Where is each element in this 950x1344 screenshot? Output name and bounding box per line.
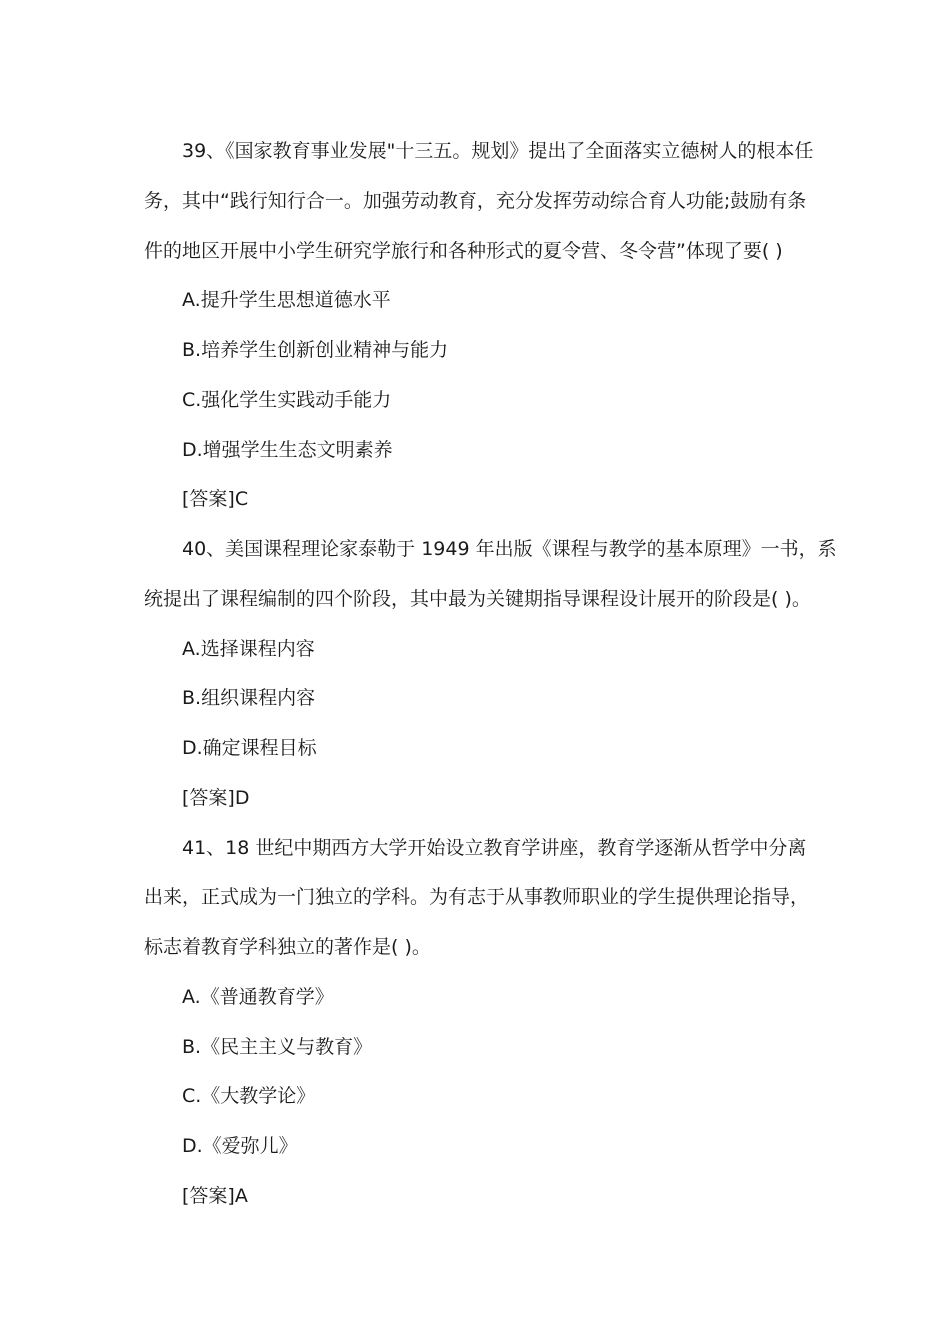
question-40-option-b: B.组织课程内容 [182,687,316,709]
question-39-option-b: B.培养学生创新创业精神与能力 [182,339,449,361]
question-39-stem-line-3: 件的地区开展中小学生研究学旅行和各种形式的夏令营、冬令营”体现了要( ) [144,240,783,262]
question-41-option-a: A.《普通教育学》 [182,986,334,1008]
question-41-option-c: C.《大教学论》 [182,1085,316,1107]
question-41-option-d: D.《爱弥儿》 [182,1135,298,1157]
question-40-stem-line-2: 统提出了课程编制的四个阶段，其中最为关键期指导课程设计展开的阶段是( )。 [144,588,811,610]
question-40-option-a: A.选择课程内容 [182,638,315,660]
question-39-option-a: A.提升学生思想道德水平 [182,289,391,311]
question-41-stem-line-1: 41、18 世纪中期西方大学开始设立教育学讲座，教育学逐渐从哲学中分离 [182,837,807,859]
question-40-option-d: D.确定课程目标 [182,737,317,759]
question-39-stem-line-1: 39、《国家教育事业发展"十三五。规划》提出了全面落实立德树人的根本任 [182,140,814,162]
question-39-stem-line-2: 务，其中“践行知行合一。加强劳动教育，充分发挥劳动综合育人功能;鼓励有条 [144,190,807,212]
question-39-option-c: C.强化学生实践动手能力 [182,389,392,411]
question-41-answer: [答案]A [182,1185,248,1207]
question-39-option-d: D.增强学生生态文明素养 [182,439,393,461]
question-40-stem-line-1: 40、美国课程理论家泰勒于 1949 年出版《课程与教学的基本原理》一书，系 [182,538,837,560]
question-41-stem-line-3: 标志着教育学科独立的著作是( )。 [144,936,431,958]
question-41-stem-line-2: 出来，正式成为一门独立的学科。为有志于从事教师职业的学生提供理论指导， [144,886,810,908]
question-41-option-b: B.《民主主义与教育》 [182,1036,373,1058]
question-40-answer: [答案]D [182,787,250,809]
question-39-answer: [答案]C [182,488,249,510]
